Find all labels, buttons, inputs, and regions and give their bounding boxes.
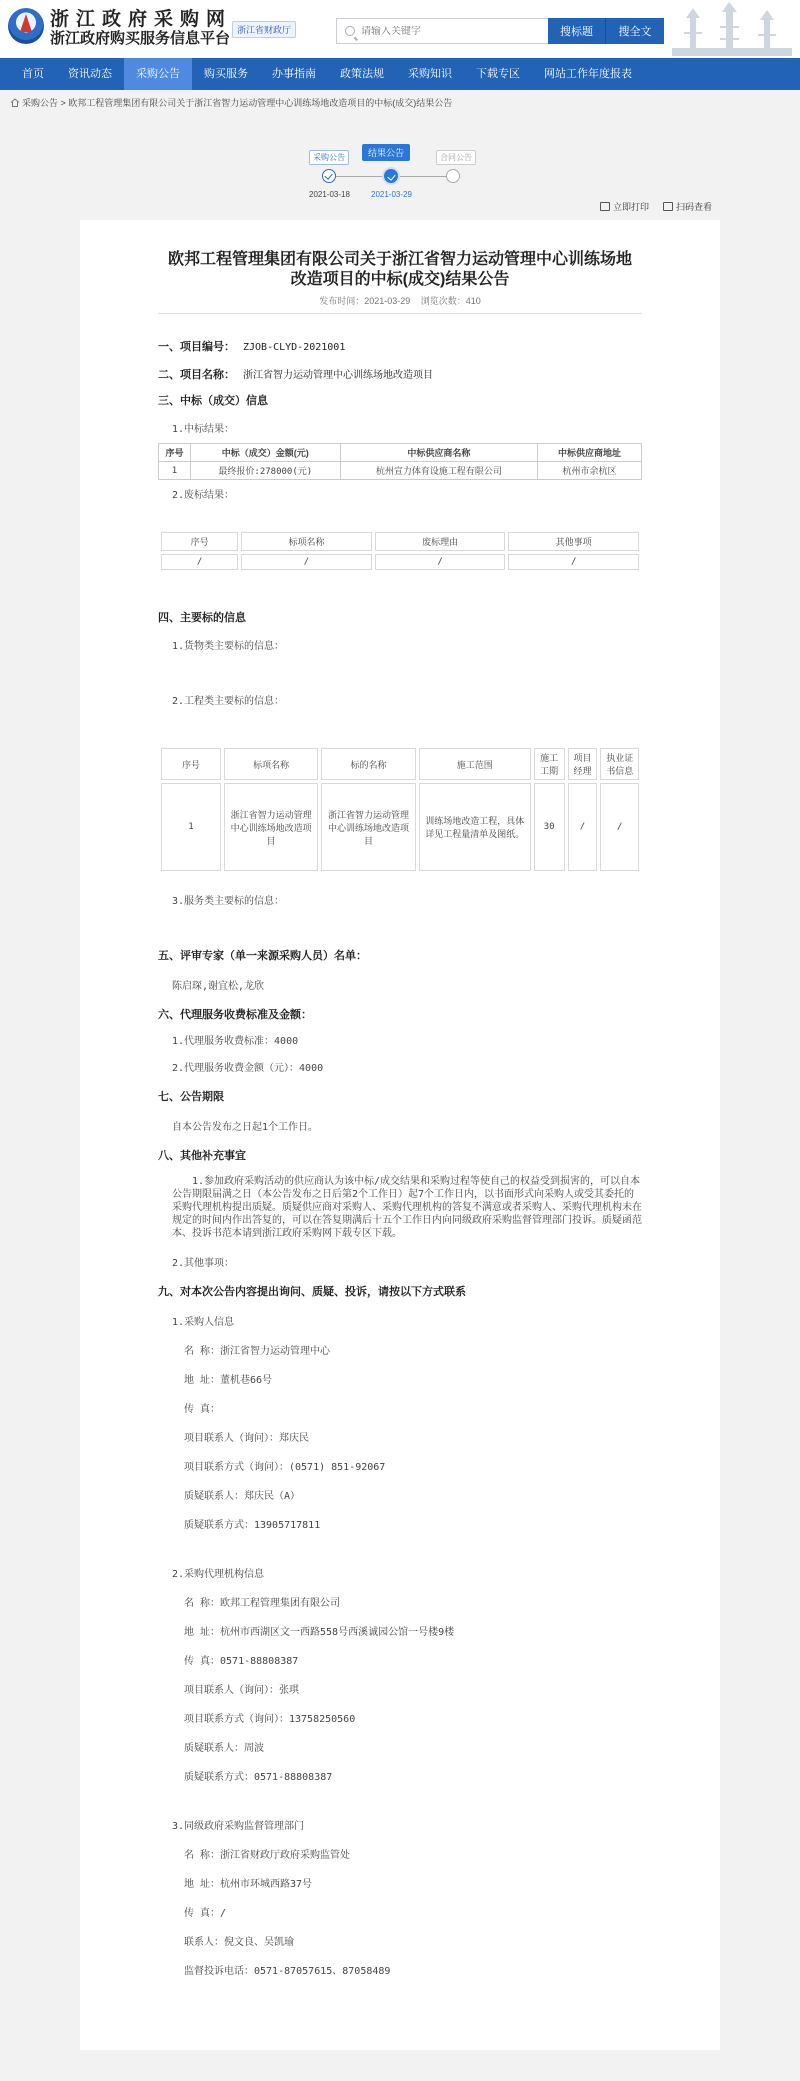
- award-result-label: 1.中标结果：: [172, 424, 235, 435]
- site-header: [0, 0, 800, 58]
- table-row: [161, 783, 639, 871]
- table-header: 序号: [159, 444, 191, 462]
- qrcode-icon: [663, 202, 673, 211]
- nav-annual-report[interactable]: 网站工作年度报表: [544, 68, 632, 80]
- nav-guide[interactable]: 办事指南: [272, 68, 316, 80]
- supervisor-info-line: 传 真：/: [184, 1908, 227, 1919]
- print-label: 立即打印: [612, 202, 649, 212]
- article-meta: [158, 294, 642, 314]
- nav-policy[interactable]: 政策法规: [340, 68, 384, 80]
- table-header: 其他事项: [508, 532, 639, 551]
- table-header: 中标（成交）金额(元): [191, 444, 341, 462]
- section-label: 二、项目名称：: [158, 369, 235, 381]
- article-title-line: 改造项目的中标(成交)结果公告: [290, 271, 510, 288]
- section-main-items: 四、主要标的信息: [158, 612, 246, 624]
- view-count: 浏览次数：410: [420, 296, 481, 306]
- purchaser-info-line: 质疑联系人：郑庆民（A）: [184, 1491, 301, 1502]
- project-code: ZJOB-CLYD-2021001: [243, 342, 346, 353]
- nav-knowledge[interactable]: 采购知识: [408, 68, 452, 80]
- table-cell: /: [508, 554, 639, 570]
- nav-news[interactable]: 资讯动态: [68, 68, 112, 80]
- purchaser-info-line: 项目联系方式（询问）：(0571) 851-92067: [184, 1462, 386, 1473]
- section-project-code: [158, 338, 642, 354]
- main-nav: [0, 58, 800, 90]
- nav-home[interactable]: 首页: [22, 68, 44, 80]
- table-header-row: [159, 444, 642, 462]
- table-cell: 杭州市余杭区: [538, 462, 642, 480]
- article-title-line: 欧邦工程管理集团有限公司关于浙江省智力运动管理中心训练场地: [167, 251, 632, 268]
- stage-label-procurement[interactable]: 采购公告: [309, 150, 349, 165]
- table-header: 中标供应商名称: [340, 444, 537, 462]
- section-project-name: [158, 366, 642, 382]
- section-notice-period: 七、公告期限: [158, 1091, 224, 1103]
- scan-button[interactable]: [663, 200, 712, 213]
- table-cell: 1: [159, 462, 191, 480]
- article-title: [158, 250, 642, 290]
- engineering-items-table: [158, 745, 642, 874]
- dept-badge[interactable]: 浙江省财政厅: [232, 21, 296, 38]
- purchaser-info-line: 名 称：浙江省智力运动管理中心: [184, 1346, 331, 1357]
- failed-bid-label: 2.废标结果：: [172, 490, 235, 501]
- search-icon: [345, 26, 355, 36]
- table-header: 施工工期: [534, 748, 565, 780]
- table-cell: 30: [534, 783, 565, 871]
- table-header-row: [161, 748, 639, 780]
- section-award-info: 三、中标（成交）信息: [158, 395, 268, 407]
- project-name: 浙江省智力运动管理中心训练场地改造项目: [243, 370, 433, 381]
- notice-progress: [0, 116, 800, 220]
- agency-info-line: 项目联系人（询问）：张琪: [184, 1685, 299, 1696]
- supervisor-info-line: 监督投诉电话：0571-87057615、87058489: [184, 1966, 391, 1977]
- purchaser-info-line: 地 址：董机巷66号: [184, 1375, 273, 1386]
- table-header-row: [161, 532, 639, 551]
- table-cell: 浙江省智力运动管理中心训练场地改造项目: [224, 783, 318, 871]
- section-contacts: 九、对本次公告内容提出询问、质疑、投诉，请按以下方式联系: [158, 1286, 466, 1298]
- nav-purchase-service[interactable]: 购买服务: [204, 68, 248, 80]
- table-cell: /: [568, 783, 598, 871]
- table-header: 项目经理: [568, 748, 598, 780]
- table-header: 施工范围: [419, 748, 531, 780]
- table-cell: 最终报价:278000(元): [191, 462, 341, 480]
- agency-info-line: 质疑联系人：周波: [184, 1743, 264, 1754]
- table-cell: 1: [161, 783, 221, 871]
- nav-download[interactable]: 下载专区: [476, 68, 520, 80]
- site-title[interactable]: 浙江政府采购网: [50, 9, 233, 30]
- agency-info-line: 地 址：杭州市西湖区文一西路558号西溪诚园公馆一号楼9楼: [184, 1627, 455, 1638]
- stage-label-contract[interactable]: 合同公告: [436, 150, 476, 165]
- supervisor-info-title: 3.同级政府采购监督管理部门: [172, 1821, 305, 1832]
- agency-info-title: 2.采购代理机构信息: [172, 1569, 265, 1580]
- stage-node-current-icon: [384, 169, 398, 183]
- stage-node-done-icon: [322, 169, 336, 183]
- table-header: 中标供应商地址: [538, 444, 642, 462]
- scan-label: 扫码查看: [675, 202, 712, 212]
- supervisor-info-line: 联系人：倪文良、吴凯瑜: [184, 1937, 294, 1948]
- pagoda-decoration-icon: [672, 2, 792, 56]
- table-cell: 训练场地改造工程，具体详见工程量清单及图纸。: [419, 783, 531, 871]
- purchaser-info-line: 质疑联系方式：13905717811: [184, 1520, 321, 1531]
- section-agency-fee: 六、代理服务收费标准及金额：: [158, 1009, 312, 1021]
- progress-line: [398, 176, 446, 177]
- table-header: 标的名称: [321, 748, 415, 780]
- engineering-items-label: 2.工程类主要标的信息：: [172, 696, 285, 707]
- table-header: 标项名称: [224, 748, 318, 780]
- table-header: 标项名称: [241, 532, 372, 551]
- table-header: 序号: [161, 532, 238, 551]
- table-row: [159, 462, 642, 480]
- fee-amount: 2.代理服务收费金额（元）：4000: [172, 1063, 324, 1074]
- printer-icon: [600, 202, 610, 211]
- article-body: [80, 220, 720, 2050]
- publish-time: 发布时间：2021-03-29: [319, 296, 411, 306]
- nav-procurement-notice[interactable]: 采购公告: [124, 58, 192, 90]
- progress-line: [336, 176, 384, 177]
- other-matters: 2.其他事项：: [172, 1258, 235, 1269]
- purchaser-info-line: 项目联系人（询问）：郑庆民: [184, 1433, 309, 1444]
- stage-date-procurement: 2021-03-18: [309, 190, 350, 199]
- agency-info-line: 项目联系方式（询问）：13758250560: [184, 1714, 356, 1725]
- search-input[interactable]: [361, 26, 531, 37]
- expert-names: 陈启琛,谢宜松,龙欣: [172, 981, 265, 992]
- section-experts: 五、评审专家（单一来源采购人员）名单：: [158, 950, 367, 962]
- table-cell: 杭州宣力体育设施工程有限公司: [340, 462, 537, 480]
- table-cell: 浙江省智力运动管理中心训练场地改造项目: [321, 783, 415, 871]
- search-box: [336, 18, 548, 44]
- stage-label-result[interactable]: 结果公告: [362, 144, 410, 161]
- table-header: 执业证书信息: [600, 748, 639, 780]
- home-icon: [10, 98, 20, 107]
- article-tools: [600, 200, 712, 213]
- supervisor-info-line: 地 址：杭州市环城西路37号: [184, 1879, 313, 1890]
- table-header: 序号: [161, 748, 221, 780]
- supplement-paragraph: 1.参加政府采购活动的供应商认为该中标/成交结果和采购过程等使自己的权益受到损害的，可以自本公告期限届满之日（本公告发布之日后第2个工作日）起7个工作日内，以书面形式向采购人或受其委托的采购代理机构提出质疑。质疑供应商对采购人、采购代理机构的答复不满意或者采购人、采购代理机构未在规定的时间内作出答复的，可以在答复期满后十五个工作日内向同级政府采购监督管理部门投诉。质疑函范本、投诉书范本请到浙江政府采购网下载专区下载。: [172, 1176, 642, 1239]
- notice-period-text: 自本公告发布之日起1个工作日。: [172, 1122, 319, 1133]
- stage-node-pending-icon: [446, 169, 460, 183]
- supervisor-info-line: 名 称：浙江省财政厅政府采购监管处: [184, 1850, 351, 1861]
- agency-info-line: 质疑联系方式：0571-88808387: [184, 1772, 333, 1783]
- site-subtitle: 浙江政府购买服务信息平台: [50, 30, 231, 47]
- stage-date-result: 2021-03-29: [371, 190, 412, 199]
- section-label: 一、项目编号：: [158, 341, 235, 353]
- table-cell: /: [375, 554, 506, 570]
- table-cell: /: [600, 783, 639, 871]
- service-items-label: 3.服务类主要标的信息：: [172, 896, 285, 907]
- fee-standard: 1.代理服务收费标准：4000: [172, 1036, 299, 1047]
- breadcrumb-text[interactable]: 采购公告 > 欧邦工程管理集团有限公司关于浙江省智力运动管理中心训练场地改造项目的中标(成交)结果公告: [22, 98, 453, 108]
- search-title-button[interactable]: 搜标题: [548, 18, 606, 44]
- site-logo-icon[interactable]: [8, 8, 44, 44]
- search-fulltext-button[interactable]: 搜全文: [606, 18, 664, 44]
- table-cell: /: [161, 554, 238, 570]
- purchaser-info-title: 1.采购人信息: [172, 1317, 235, 1328]
- agency-info-line: 传 真：0571-88808387: [184, 1656, 299, 1667]
- table-cell: /: [241, 554, 372, 570]
- goods-items-label: 1.货物类主要标的信息：: [172, 641, 285, 652]
- table-row: [161, 554, 639, 570]
- agency-info-line: 名 称：欧邦工程管理集团有限公司: [184, 1598, 341, 1609]
- section-supplement: 八、其他补充事宜: [158, 1150, 246, 1162]
- award-result-table: [158, 443, 642, 480]
- breadcrumb: [0, 90, 800, 116]
- table-header: 废标理由: [375, 532, 506, 551]
- print-button[interactable]: [600, 200, 649, 213]
- purchaser-info-line: 传 真：: [184, 1404, 221, 1415]
- failed-bid-table: [158, 529, 642, 573]
